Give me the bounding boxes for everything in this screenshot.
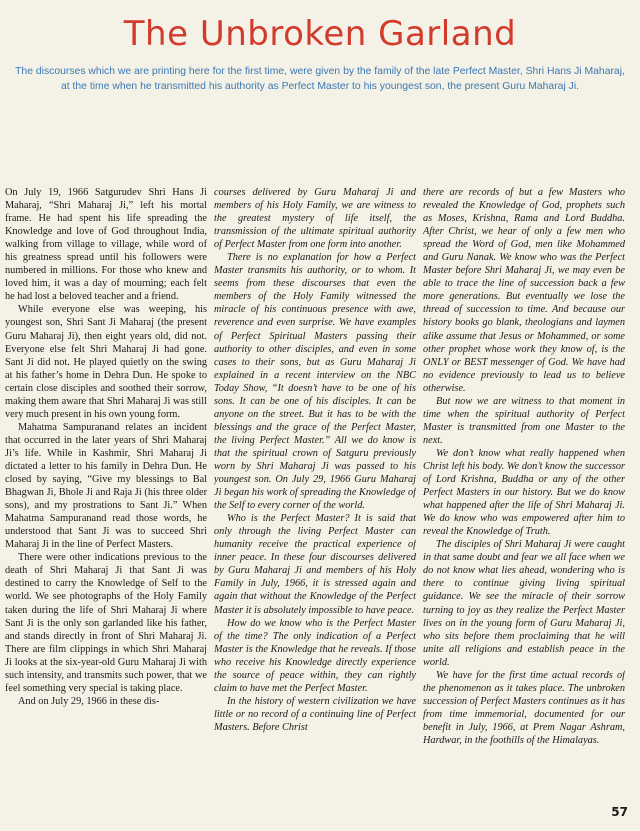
paragraph: In the history of western civilization we have little or no record of a continuing line of Perfect Masters. Before Christ <box>214 695 416 733</box>
paragraph: courses delivered by Guru Maharaj Ji and members of his Holy Family, we are witness to the greatest mystery of life itself, the transmission of the ultimate spiritual authority of Perfect Master from one form into another. <box>214 187 416 251</box>
paragraph: Mahatma Sampuranand relates an incident that occurred in the later years of Shri Maharaj Ji’s life. While in Kashmir, Shri Maharaj Ji dictated a letter to his family in Dehra Dun. He closed by saying, “Give my blessings to Bal Bhagwan Ji, Bhole Ji and Raja Ji (his three older sons), and my prostrations to Sant Ji.” When Mahatma Sampuranand read those words, he understood that Sant Ji was to succeed Shri Maharaj Ji in the line of Perfect Masters. <box>5 421 207 551</box>
paragraph: There is no explanation for how a Perfect Master transmits his authority, or to whom. It seems from these discourses that even the members of the Holy Family witnessed the miracle of his continuous presence with awe, reverence and even surprise. We have examples of Perfect Spiritual Masters passing their authority to other disciples, and even in some cases to their sons, but as Guru Maharaj Ji explained in a recent interview on the NBC Today Show, “It doesn’t have to be one of his sons. It can be one of his disciples. It can be anyone on the street. But it has to be with the blessings and the grace of the Perfect Master, the living Perfect Master.” All we do know is that the spiritual crown of Satguru previously worn by Shri Maharaj Ji was passed to his youngest son. On July 29, 1966 Guru Maharaj Ji began his work of spreading the Knowledge of the Self to every corner of the world. <box>214 252 416 512</box>
article-body <box>5 186 625 826</box>
article-title: The Unbroken Garland <box>123 14 517 54</box>
article-intro: The discourses which we are printing here for the first time, were given by the family of the late Perfect Master, Shri Hans Ji Maharaj, at the time when he transmitted his authority as Perfect Master to his youngest son, the present Guru Maharaj Ji. <box>15 66 625 92</box>
paragraph: There were other indications previous to the death of Shri Maharaj Ji that Sant Ji was destined to carry the Knowledge of Self to the world. We see photographs of the Holy Family taken during the life of Shri Maharaj Ji where Sant Ji is the only son garlanded like his father, and stands directly in front of Shri Maharaj Ji. There are film clippings in which Shri Maharaj Ji looks at the six-year-old Guru Maharaj Ji with such intensity, and transmits such power, that we feel something very special is taking place. <box>5 552 207 694</box>
column-3 <box>423 186 625 826</box>
paragraph: The disciples of Shri Maharaj Ji were caught in that same doubt and fear we all face when we do not know what lies ahead, wondering who is there to continue giving living spiritual guidance. We see the miracle of their sorrow turning to joy as they realize the Perfect Master lives on in the young form of Guru Maharaj Ji, who sits before them proclaiming that he will unite all religions and establish peace in the world. <box>423 539 625 668</box>
paragraph: While everyone else was weeping, his youngest son, Shri Sant Ji Maharaj (the present Guru Maharaj Ji), then eight years old, did not. Everyone else felt Shri Maharaj Ji had gone. Sant Ji did not. He played quietly on the swing at his father’s home in Dehra Dun. He spoke to certain close disciples and soothed their sorrow, making them aware that Shri Maharaj Ji was still very much present in his own young form. <box>5 304 207 420</box>
paragraph: We don’t know what really happened when Christ left his body. We don’t know the successor of Lord Krishna, Buddha or any of the other Perfect Masters in our history. But we do know what happened after the life of Shri Maharaj Ji. We do know who was empowered after him to reveal the Knowledge of Truth. <box>423 447 625 538</box>
column-2 <box>214 186 416 826</box>
column-1 <box>5 186 207 826</box>
paragraph: Who is the Perfect Master? It is said that only through the living Perfect Master can humanity receive the practical experience of inner peace. In these four discourses delivered by Guru Maharaj Ji and members of his Holy Family in July, 1966, it is stressed again and again that without the Knowledge of the Perfect Master it is absolutely impossible to have peace. <box>214 513 416 616</box>
paragraph: On July 19, 1966 Satgurudev Shri Hans Ji Maharaj, “Shri Maharaj Ji,” left his mortal frame. He had spent his life spreading the Knowledge and love of God throughout India, walking from village to village, while word of his greatness spread until his followers were numbered in millions. For those who knew and loved him, it was a day of mourning; each felt he had lost a beloved teacher and a friend. <box>5 187 207 303</box>
paragraph: How do we know who is the Perfect Master of the time? The only indication of a Perfect Master is the Knowledge that he reveals. If those who receive his Knowledge directly experience the source of peace within, they can rightly claim to have met the Perfect Master. <box>214 617 416 694</box>
paragraph: But now we are witness to that moment in time when the spiritual authority of Perfect Master is transmitted from one Master to the next. <box>423 395 625 446</box>
paragraph: We have for the first time actual records of the phenomenon as it takes place. The unbroken succession of Perfect Masters continues as it has from time immemorial, documented for our benefit in July, 1966, at Prem Nagar Ashram, Hardwar, in the foothills of the Himalayas. <box>423 669 625 746</box>
paragraph: And on July 29, 1966 in these dis- <box>18 695 160 707</box>
paragraph: there are records of but a few Masters who revealed the Knowledge of God, prophets such as Moses, Krishna, Rama and Lord Buddha. After Christ, we hear of only a few men who spread the Word of God, men like Mohammed and Guru Nanak. We know who was the Perfect Master before Shri Maharaj Ji, we may even be able to trace the line of succession back a few more generations. But eventually we lose the thread of succession to time. And because our history books go blank, theologians and laymen alike assume that Jesus or Mohammed, or some other prophet whose work they know of, is the ONLY or BEST messenger of God. We have had no evidence previously to lead us to believe otherwise. <box>423 187 625 394</box>
page-number: 57 <box>611 805 628 819</box>
